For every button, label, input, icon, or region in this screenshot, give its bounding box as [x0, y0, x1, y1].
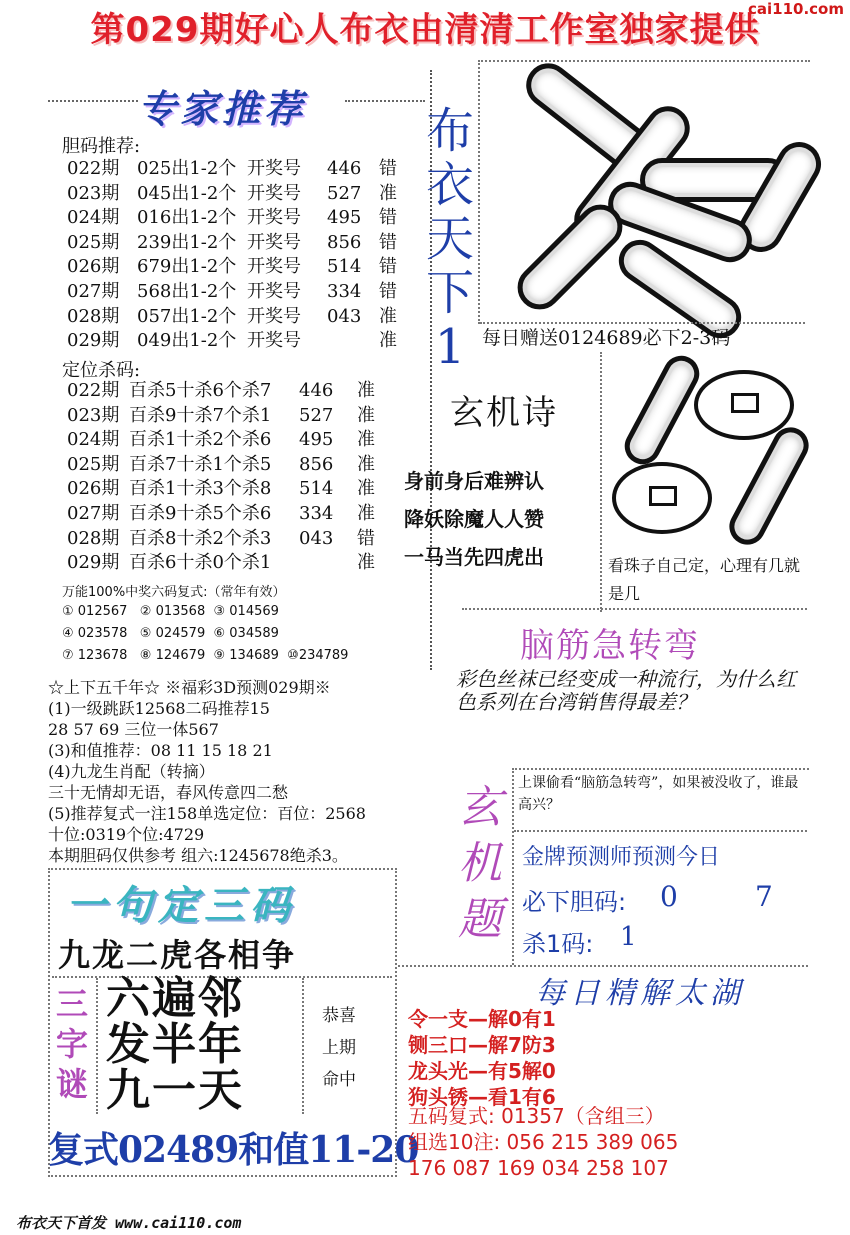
six-code-line: ④ 023578 ⑤ 024579 ⑥ 034589 — [62, 626, 279, 641]
kill-cell-num: 446 — [299, 380, 334, 401]
danma-cell-num: 527 — [327, 182, 362, 204]
six-code-line: ① 012567 ② 013568 ③ 014569 — [62, 604, 279, 619]
kill-cell-period: 025期 — [67, 453, 120, 475]
forecast-line: (5)推荐复式一注158单选定位：百位：2568 — [48, 804, 366, 823]
dan-label: 必下胆码: — [522, 888, 627, 916]
kill-row — [67, 379, 381, 404]
taihu-line: 铡三口—解7防3 — [408, 1033, 556, 1057]
daily-gift: 每日赠送0124689必下2-3码 — [482, 327, 731, 349]
kill-cell-pick: 百杀1十杀3个杀8 — [129, 478, 272, 500]
kill-cell-num — [299, 551, 357, 576]
page-title: 第029期好心人布衣由清清工作室独家提供 — [90, 10, 760, 50]
zimi-side — [56, 984, 88, 1104]
congrats-line: 恭喜 — [322, 1006, 356, 1026]
kill-cell-period: 024期 — [67, 429, 120, 451]
bead-image — [618, 349, 705, 470]
danma-cell-period: 022期 — [67, 158, 120, 179]
master-forecast: 金牌预测师预测今日 — [522, 845, 721, 870]
taihu-title: 每日精解太湖 — [535, 976, 745, 1011]
danma-row — [67, 182, 403, 207]
kill-cell-pick: 百杀9十杀5个杀6 — [129, 502, 272, 524]
kill-cell-res: 准 — [357, 380, 375, 401]
six-code-line: ⑦ 123678 ⑧ 124679 ⑨ 134689 ⑩234789 — [62, 648, 349, 663]
danma-cell-res: 准 — [379, 305, 397, 327]
kill-row — [67, 453, 381, 478]
danma-cell-num: 446 — [327, 158, 362, 179]
expert-heading: 专家推荐 — [138, 87, 307, 131]
kill-one-label: 杀1码: — [522, 930, 594, 958]
buyi-char: 天 — [425, 211, 474, 267]
kill-row — [67, 477, 381, 502]
danma-cell-lbl: 开奖号 — [247, 231, 301, 253]
kill-label: 定位杀码: — [62, 360, 141, 381]
danma-cell-period: 029期 — [67, 330, 120, 352]
kill-cell-period: 027期 — [67, 502, 120, 524]
xuanji-char: 机 — [458, 838, 502, 889]
kill-row — [67, 502, 381, 527]
danma-cell-num: 495 — [327, 207, 362, 229]
poem-note: 看珠子自己定，心理有几就是几 — [608, 556, 801, 603]
danma-row — [67, 231, 403, 256]
danma-cell-res: 准 — [379, 182, 397, 204]
danma-cell-period: 024期 — [67, 207, 120, 229]
taihu-divider — [398, 965, 808, 967]
brain-title: 脑筋急转弯 — [520, 626, 700, 666]
kill-cell-period: 022期 — [67, 380, 120, 401]
taihu-line: 龙头光—有5解0 — [408, 1059, 556, 1083]
kill-one-val: 1 — [620, 922, 637, 952]
kill-cell-period: 026期 — [67, 478, 120, 500]
poem-line: 降妖除魔人人赞 — [404, 507, 544, 531]
congrats-list — [322, 1000, 356, 1096]
danma-cell-res: 错 — [379, 231, 397, 253]
xuanji-question: 上课偷看“脑筋急转弯”，如果被没收了，谁最高兴？ — [518, 775, 799, 813]
zimi-char: 字 — [56, 1025, 89, 1063]
danma-cell-num: 514 — [327, 256, 362, 278]
taihu-zuxuan: 组选10注: 056 215 389 065 — [408, 1130, 679, 1154]
buyi-vertical — [420, 104, 480, 374]
expert-divider — [345, 100, 425, 102]
danma-row — [67, 157, 403, 182]
riddle-list — [106, 973, 244, 1116]
danma-cell-lbl: 开奖号 — [247, 158, 301, 179]
danma-cell-period: 023期 — [67, 182, 120, 204]
buyi-char: 下 — [425, 265, 474, 321]
danma-cell-pick: 049出1-2个 — [137, 330, 237, 352]
congrats-line: 上期 — [322, 1038, 356, 1058]
forecast-line: 28 57 69 三位一体567 — [48, 720, 219, 739]
kill-cell-num: 495 — [299, 429, 334, 451]
danma-cell-period: 026期 — [67, 256, 120, 278]
xuanji-char: 玄 — [458, 782, 502, 833]
danma-cell-lbl: 开奖号 — [247, 305, 301, 327]
congrats-line: 命中 — [322, 1070, 356, 1090]
kill-cell-res: 准 — [357, 478, 375, 500]
kill-row — [67, 551, 381, 576]
xuanji-divider — [514, 830, 807, 832]
danma-cell-period: 027期 — [67, 280, 120, 302]
buyi-char: 布 — [425, 103, 474, 159]
kill-cell-pick: 百杀5十杀6个杀7 — [129, 380, 272, 401]
danma-cell-lbl: 开奖号 — [247, 330, 301, 352]
danma-cell-num — [327, 329, 379, 354]
taihu-line: 令一支—解0有1 — [408, 1007, 556, 1031]
dan-b: 7 — [755, 880, 773, 913]
forecast-line: (3)和值推荐：08 11 15 18 21 — [48, 741, 273, 760]
kill-cell-res: 准 — [357, 453, 375, 475]
poem-divider — [600, 352, 602, 612]
danma-cell-lbl: 开奖号 — [247, 182, 301, 204]
danma-row — [67, 255, 403, 280]
danma-cell-num: 043 — [327, 305, 362, 327]
danma-cell-pick: 025出1-2个 — [137, 158, 237, 179]
danma-cell-pick: 568出1-2个 — [137, 280, 237, 302]
kill-cell-pick: 百杀9十杀7个杀1 — [129, 404, 272, 426]
six-code-list — [62, 601, 348, 667]
fushi-hezhi: 复式02489和值11-20 — [48, 1129, 419, 1171]
forecast-line: ☆上下五千年☆ ※福彩3D预测029期※ — [48, 678, 331, 697]
danma-cell-num: 334 — [327, 280, 362, 302]
taihu-codes — [408, 1103, 678, 1181]
xuanji-char: 题 — [458, 894, 502, 945]
danma-cell-pick: 045出1-2个 — [137, 182, 237, 204]
forecast-block — [48, 677, 366, 866]
kill-cell-period: 023期 — [67, 404, 120, 426]
coin-image — [694, 370, 794, 440]
expert-divider — [48, 100, 138, 102]
danma-table — [67, 157, 403, 354]
yiju-title: 一句定三码 — [66, 883, 296, 929]
kill-row — [67, 527, 381, 552]
footer-text: 布衣天下首发 www.cai110.com — [16, 1214, 242, 1232]
kill-cell-res: 准 — [357, 552, 375, 574]
taihu-lines — [408, 1006, 556, 1110]
kill-cell-pick: 百杀7十杀1个杀5 — [129, 453, 272, 475]
danma-cell-res: 错 — [379, 256, 397, 278]
kill-row — [67, 404, 381, 429]
kill-cell-res: 错 — [357, 527, 375, 549]
danma-row — [67, 206, 403, 231]
forecast-line: 本期胆码仅供参考 组六:1245678绝杀3。 — [48, 846, 348, 865]
riddle-line: 六遍邻 — [106, 973, 244, 1024]
danma-cell-lbl: 开奖号 — [247, 256, 301, 278]
kill-cell-num: 527 — [299, 404, 334, 426]
bead-image — [723, 421, 815, 551]
danma-cell-pick: 016出1-2个 — [137, 207, 237, 229]
brain-divider — [462, 608, 807, 610]
danma-row — [67, 280, 403, 305]
daily-divider — [480, 322, 805, 324]
forecast-line: 三十无情却无语，春风传意四二愁 — [48, 783, 289, 802]
danma-cell-pick: 679出1-2个 — [137, 256, 237, 278]
forecast-line: 十位:0319个位:4729 — [48, 825, 205, 844]
danma-cell-res: 错 — [379, 207, 397, 229]
forecast-line: (4)九龙生肖配（转摘） — [48, 762, 215, 781]
kill-cell-res: 准 — [357, 502, 375, 524]
riddle-line: 发半年 — [106, 1019, 244, 1070]
poem-line: 一马当先四虎出 — [404, 545, 544, 569]
kill-table — [67, 379, 381, 576]
kill-cell-num: 856 — [299, 453, 334, 475]
danma-row — [67, 329, 403, 354]
danma-cell-res: 错 — [379, 280, 397, 302]
six-code-label: 万能100%中奖六码复式:（常年有效） — [62, 585, 286, 600]
danma-cell-res: 准 — [379, 330, 397, 352]
yiju-subtitle: 九龙二虎各相争 — [58, 936, 297, 974]
danma-cell-lbl: 开奖号 — [247, 280, 301, 302]
kill-cell-pick: 百杀6十杀0个杀1 — [129, 552, 272, 574]
buyi-char: 衣 — [425, 157, 474, 213]
kill-cell-num: 334 — [299, 502, 334, 524]
kill-cell-num: 043 — [299, 527, 334, 549]
poem-line: 身前身后难辨认 — [404, 469, 544, 493]
kill-cell-pick: 百杀8十杀2个杀3 — [129, 527, 272, 549]
buyi-char: 1 — [434, 319, 466, 375]
danma-cell-period: 025期 — [67, 231, 120, 253]
taihu-line: 狗头锈—看1有6 — [408, 1085, 556, 1109]
poem-lines — [404, 462, 544, 576]
kill-cell-period: 029期 — [67, 552, 120, 574]
taihu-zuxuan: 176 087 169 034 258 107 — [408, 1156, 669, 1180]
riddle-line: 九一天 — [106, 1065, 244, 1116]
danma-cell-num: 856 — [327, 231, 362, 253]
danma-label: 胆码推荐: — [62, 136, 141, 157]
danma-cell-res: 错 — [379, 158, 397, 179]
xuanji-title — [458, 780, 502, 948]
brain-question: 彩色丝袜已经变成一种流行，为什么红色系列在台湾销售得最差？ — [456, 667, 796, 714]
kill-cell-num: 514 — [299, 478, 334, 500]
kill-cell-res: 准 — [357, 404, 375, 426]
kill-cell-period: 028期 — [67, 527, 120, 549]
danma-cell-lbl: 开奖号 — [247, 207, 301, 229]
zimi-char: 三 — [56, 985, 89, 1023]
dan-a: 0 — [660, 880, 678, 913]
danma-cell-pick: 239出1-2个 — [137, 231, 237, 253]
kill-row — [67, 428, 381, 453]
danma-cell-period: 028期 — [67, 305, 120, 327]
kill-cell-pick: 百杀1十杀2个杀6 — [129, 429, 272, 451]
poem-title: 玄机诗 — [450, 393, 558, 433]
coin-image — [612, 462, 712, 534]
site-logo[interactable]: cai110.com — [748, 0, 844, 18]
danma-row — [67, 305, 403, 330]
kill-cell-res: 准 — [357, 429, 375, 451]
danma-cell-pick: 057出1-2个 — [137, 305, 237, 327]
taihu-fushi: 五码复式: 01357（含组三） — [408, 1104, 665, 1128]
zimi-char: 谜 — [56, 1065, 89, 1103]
forecast-line: (1)一级跳跃12568二码推荐15 — [48, 699, 270, 718]
